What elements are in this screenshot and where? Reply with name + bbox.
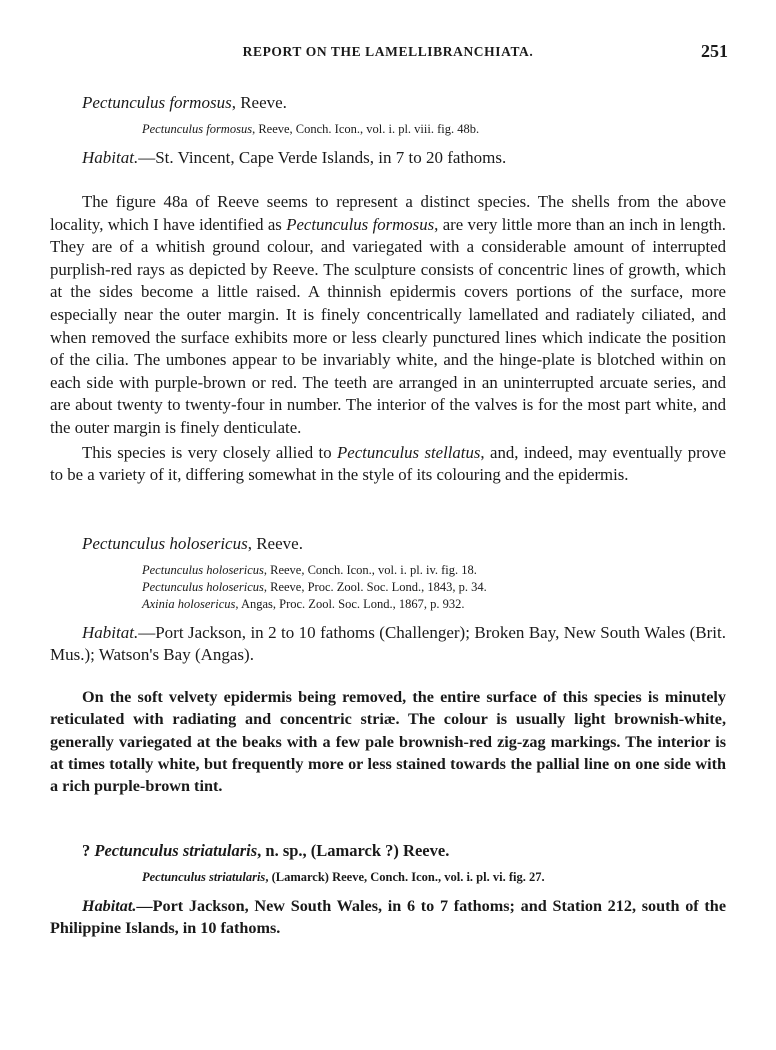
habitat-text: —Port Jackson, New South Wales, in 6 to 7 fathoms; and Station 212, south of the Philippine Islands, in 10 fathoms. [50,896,726,937]
species-author: , n. sp., (Lamarck ?) Reeve. [257,840,450,860]
page-number: 251 [701,41,728,61]
habitat-text: —Port Jackson, in 2 to 10 fathoms (Challenger); Broken Bay, New South Wales (Brit. Mus.); Watson's Bay (Angas). [50,622,726,664]
reference-line [142,579,726,596]
reference-line [142,596,726,613]
species-name: Pectunculus formosus [82,93,232,112]
reference-line [142,869,726,886]
species-author: , Reeve. [231,93,287,112]
reference-name: Pectunculus holosericus [142,579,264,594]
species-heading [50,840,726,862]
reference-name: Pectunculus formosus [142,122,253,136]
habitat-label: Habitat. [82,896,137,915]
reference-citation: , Angas, Proc. Zool. Soc. Lond., 1867, p. 932. [235,596,465,611]
reference-citation: , (Lamarck) Reeve, Conch. Icon., vol. i. pl. vi. fig. 27. [265,869,545,884]
description-paragraph: The figure 48a of Reeve seems to represent a distinct species. The shells from the above locality, which I have identified as Pectunculus formosus, are very little more than an inch in length. They are of a whitish ground colour, and variegated with a considerable amount of interrupted purplish-red rays as depicted by Reeve. The sculpture consists of concentric lines of growth, which at the sides become a little raised. A thinnish epidermis covers portions of the surface, more especially near the outer margin. It is finely concentrically lamellated and radiately ciliated, and when removed the surface exhibits more or less clearly punctured lines which indicate the position of the cilia. The umbones appear to be invariably white, and the hinge-plate is blotched within on each side with purple-brown or red. The teeth are arranged in an uninterrupted arcuate series, and are about twenty to twenty-four in number. The interior of the valves is for the most part white, and the outer margin is finely denticulate. [50,192,726,437]
species-entry-formosus [50,92,726,487]
species-query-mark: ? [82,840,95,860]
species-name: Pectunculus holosericus [82,533,248,553]
synonymy-references [50,121,726,138]
reference-citation: , Reeve, Conch. Icon., vol. i. pl. viii. fig. 48b. [252,122,480,136]
reference-line [142,121,726,138]
species-heading [50,92,726,114]
habitat-line [50,147,726,169]
species-heading [50,533,726,555]
reference-name: Pectunculus holosericus [142,562,264,577]
synonymy-references [50,869,726,886]
habitat-text: —St. Vincent, Cape Verde Islands, in 7 to 20 fathoms. [138,148,507,167]
running-title: REPORT ON THE LAMELLIBRANCHIATA. [242,44,534,59]
species-author: , Reeve. [247,533,303,553]
page-header [0,41,776,72]
species-entry-holosericus [50,533,726,798]
remarks-paragraph: This species is very closely allied to Pectunculus stellatus, and, indeed, may eventually prove to be a variety of it, differing somewhat in the style of its colouring and the epidermis. [50,442,726,485]
synonymy-references [50,562,726,613]
habitat-line [50,622,726,666]
reference-name: Axinia holosericus [142,596,236,611]
habitat-label: Habitat. [82,622,139,642]
habitat-line [50,895,726,939]
reference-citation: , Reeve, Proc. Zool. Soc. Lond., 1843, p. 34. [263,579,487,594]
reference-citation: , Reeve, Conch. Icon., vol. i. pl. iv. fig. 18. [263,562,477,577]
reference-name: Pectunculus striatularis [142,869,266,884]
reference-line [142,562,726,579]
species-name: Pectunculus striatularis [94,840,258,860]
species-entry-striatularis [50,840,726,939]
description-paragraph: On the soft velvety epidermis being removed, the entire surface of this species is minutely reticulated with radiating and concentric striæ. The colour is usually light brownish-white, generally variegated at the beaks with a few pale brownish-red zig-zag markings. The interior is at times totally white, but frequently more or less stained towards the pallial line on one side with a rich purple-brown tint. [50,687,726,796]
page-content [50,92,726,939]
habitat-label: Habitat. [82,148,139,167]
